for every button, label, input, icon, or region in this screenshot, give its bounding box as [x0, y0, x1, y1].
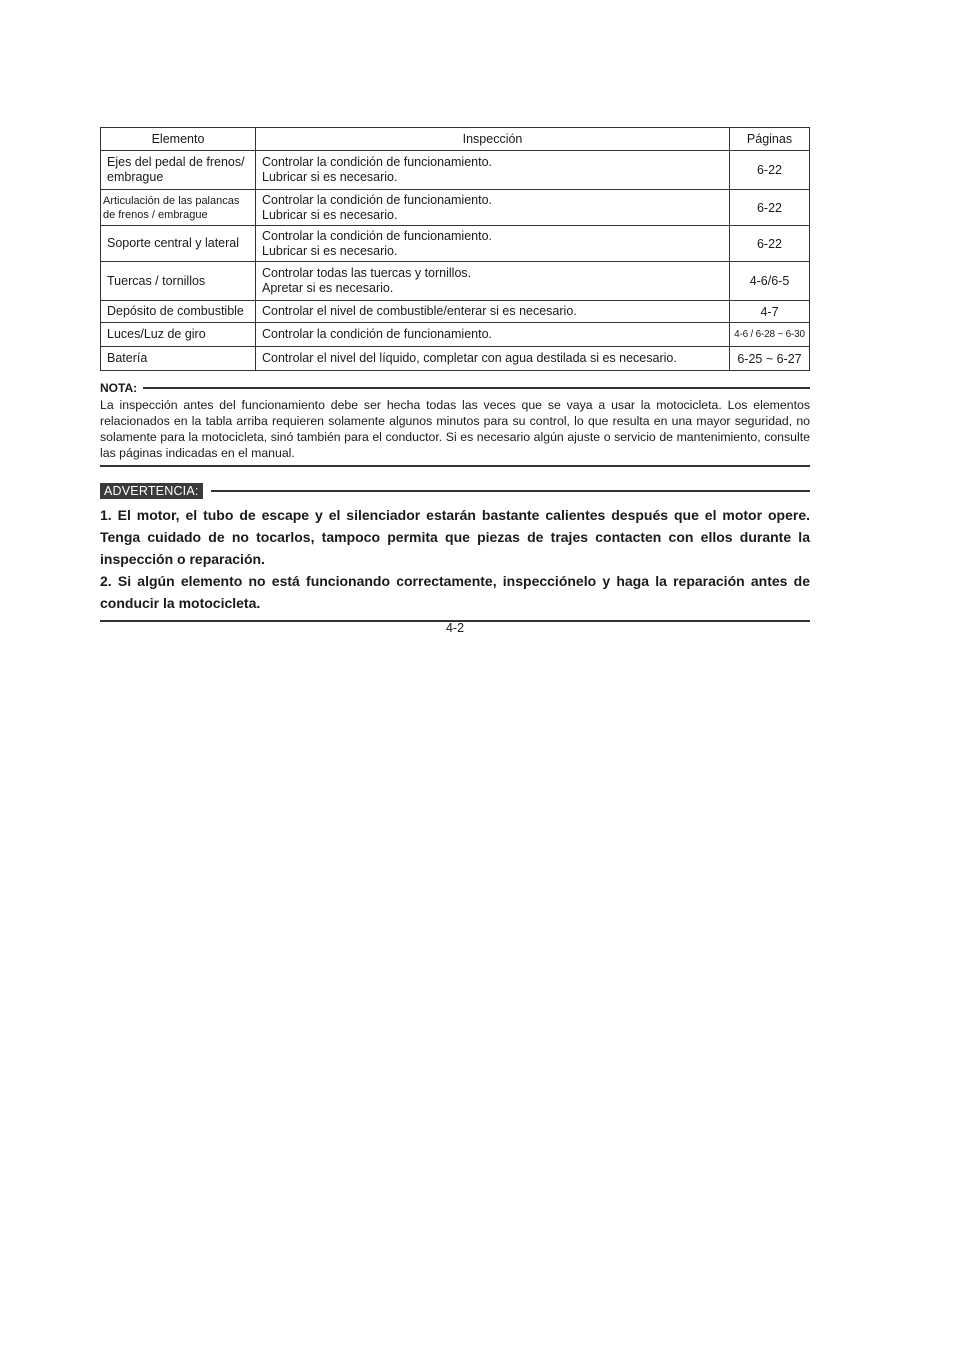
table-row — [101, 347, 810, 371]
row-inspection — [256, 347, 730, 371]
row-item: Tuercas / tornillos — [101, 262, 256, 301]
row-pages: 6-25 ~ 6-27 — [730, 347, 810, 371]
row-item: Batería — [101, 347, 256, 371]
table-header-row — [101, 128, 810, 151]
warning-header — [100, 482, 810, 500]
row-pages: 4-7 — [730, 301, 810, 323]
warning-item: 2. Si algún elemento no está funcionando correctamente, inspecciónelo y haga la reparación antes de conducir la motocicleta. — [100, 573, 810, 611]
inspection-line: Controlar la condición de funcionamiento. — [262, 192, 492, 207]
inspection-line: Controlar la condición de funcionamiento. — [262, 327, 492, 341]
table-row — [101, 262, 810, 301]
inspection-line: Lubricar si es necesario. — [262, 170, 398, 184]
warning-text — [100, 504, 810, 622]
row-item: Soporte central y lateral — [101, 226, 256, 262]
table-row — [101, 323, 810, 347]
note-block — [100, 381, 810, 467]
inspection-line: Controlar la condición de funcionamiento. — [262, 228, 492, 243]
header-inspection: Inspección — [256, 128, 730, 151]
row-pages: 4-6 / 6-28 ~ 6-30 — [730, 323, 810, 347]
inspection-line: Controlar la condición de funcionamiento. — [262, 155, 492, 169]
row-inspection — [256, 301, 730, 323]
warning-rule — [211, 490, 810, 492]
inspection-line: Controlar todas las tuercas y tornillos. — [262, 266, 472, 280]
header-pages: Páginas — [730, 128, 810, 151]
inspection-table — [100, 127, 810, 371]
warning-label: ADVERTENCIA: — [100, 483, 203, 499]
row-pages: 6-22 — [730, 226, 810, 262]
row-pages: 6-22 — [730, 151, 810, 190]
note-label: NOTA: — [100, 381, 138, 395]
page-number: 4-2 — [445, 621, 465, 635]
row-inspection — [256, 190, 730, 226]
inspection-line: Lubricar si es necesario. — [262, 243, 398, 258]
note-text: La inspección antes del funcionamiento debe ser hecha todas las veces que se vaya a usar la motocicleta. Los elementos relacionados en la tabla arriba requieren solamente algunos minutos para su control, lo que resulta en una mayor seguridad, no solamente para la motocicleta, sinó también para el conductor. Si es necesario algún ajuste o servicio de mantenimiento, consulte las páginas indicadas en el manual. — [100, 397, 810, 467]
row-inspection — [256, 323, 730, 347]
warning-block — [100, 482, 810, 622]
row-pages: 6-22 — [730, 190, 810, 226]
row-inspection — [256, 226, 730, 262]
table-row — [101, 151, 810, 190]
note-rule — [143, 387, 810, 389]
row-inspection — [256, 151, 730, 190]
header-item: Elemento — [101, 128, 256, 151]
inspection-line: Controlar el nivel de combustible/enterar si es necesario. — [262, 304, 577, 318]
row-item: Depósito de combustible — [101, 301, 256, 323]
inspection-line: Apretar si es necesario. — [262, 281, 394, 295]
row-item: Articulación de las palancas de frenos / embrague — [101, 190, 256, 226]
row-pages: 4-6/6-5 — [730, 262, 810, 301]
table-row — [101, 226, 810, 262]
manual-page — [100, 127, 810, 622]
warning-item: 1. El motor, el tubo de escape y el silenciador estarán bastante calientes después que el motor opere. Tenga cuidado de no tocarlos, tampoco permita que piezas de trajes contacten con ellos durante la inspección o reparación. — [100, 507, 810, 567]
row-item: Ejes del pedal de frenos/ embrague — [101, 151, 256, 190]
table-row — [101, 190, 810, 226]
table-row — [101, 301, 810, 323]
row-inspection — [256, 262, 730, 301]
note-header — [100, 381, 810, 395]
inspection-line: Controlar el nivel del líquido, completar con agua destilada si es necesario. — [262, 351, 677, 365]
row-item: Luces/Luz de giro — [101, 323, 256, 347]
inspection-line: Lubricar si es necesario. — [262, 207, 398, 222]
